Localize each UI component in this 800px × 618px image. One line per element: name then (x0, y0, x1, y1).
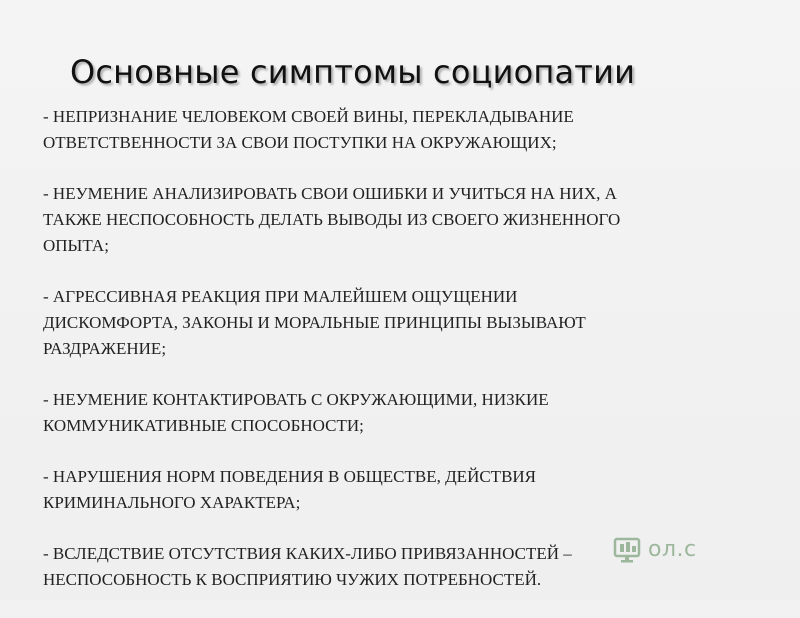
symptom-line: - АГРЕССИВНАЯ РЕАКЦИЯ ПРИ МАЛЕЙШЕМ ОЩУЩЕНИИ (43, 287, 518, 306)
symptom-line: КРИМИНАЛЬНОГО ХАРАКТЕРА; (43, 493, 301, 512)
symptom-line: НЕСПОСОБНОСТЬ К ВОСПРИЯТИЮ ЧУЖИХ ПОТРЕБНОСТЕЙ. (43, 570, 542, 589)
symptom-line: - ВСЛЕДСТВИЕ ОТСУТСТВИЯ КАКИХ-ЛИБО ПРИВЯЗАННОСТЕЙ – (43, 544, 572, 563)
symptom-line: РАЗДРАЖЕНИЕ; (43, 339, 167, 358)
symptom-item (43, 284, 763, 362)
symptom-line: ТАКЖЕ НЕСПОСОБНОСТЬ ДЕЛАТЬ ВЫВОДЫ ИЗ СВОЕГО ЖИЗНЕННОГО (43, 210, 621, 229)
symptom-line: ОТВЕТСТВЕННОСТИ ЗА СВОИ ПОСТУПКИ НА ОКРУЖАЮЩИХ; (43, 133, 557, 152)
symptom-item (43, 104, 763, 156)
symptom-line: ОПЫТА; (43, 236, 109, 255)
symptom-line: - НЕУМЕНИЕ КОНТАКТИРОВАТЬ С ОКРУЖАЮЩИМИ, НИЗКИЕ (43, 390, 549, 409)
symptom-item (43, 387, 763, 439)
symptom-line: КОММУНИКАТИВНЫЕ СПОСОБНОСТИ; (43, 416, 364, 435)
slide-title: Основные симптомы социопатии (70, 53, 636, 91)
symptom-line: - НЕПРИЗНАНИЕ ЧЕЛОВЕКОМ СВОЕЙ ВИНЫ, ПЕРЕКЛАДЫВАНИЕ (43, 107, 574, 126)
symptom-line: - НЕУМЕНИЕ АНАЛИЗИРОВАТЬ СВОИ ОШИБКИ И УЧИТЬСЯ НА НИХ, А (43, 184, 617, 203)
watermark (612, 534, 697, 564)
symptom-item (43, 464, 763, 516)
presentation-logo-icon (612, 534, 642, 564)
symptom-item (43, 181, 763, 259)
symptom-line: ДИСКОМФОРТА, ЗАКОНЫ И МОРАЛЬНЫЕ ПРИНЦИПЫ ВЫЗЫВАЮТ (43, 313, 586, 332)
watermark-text: ол.с (648, 536, 697, 562)
symptom-line: - НАРУШЕНИЯ НОРМ ПОВЕДЕНИЯ В ОБЩЕСТВЕ, ДЕЙСТВИЯ (43, 467, 537, 486)
